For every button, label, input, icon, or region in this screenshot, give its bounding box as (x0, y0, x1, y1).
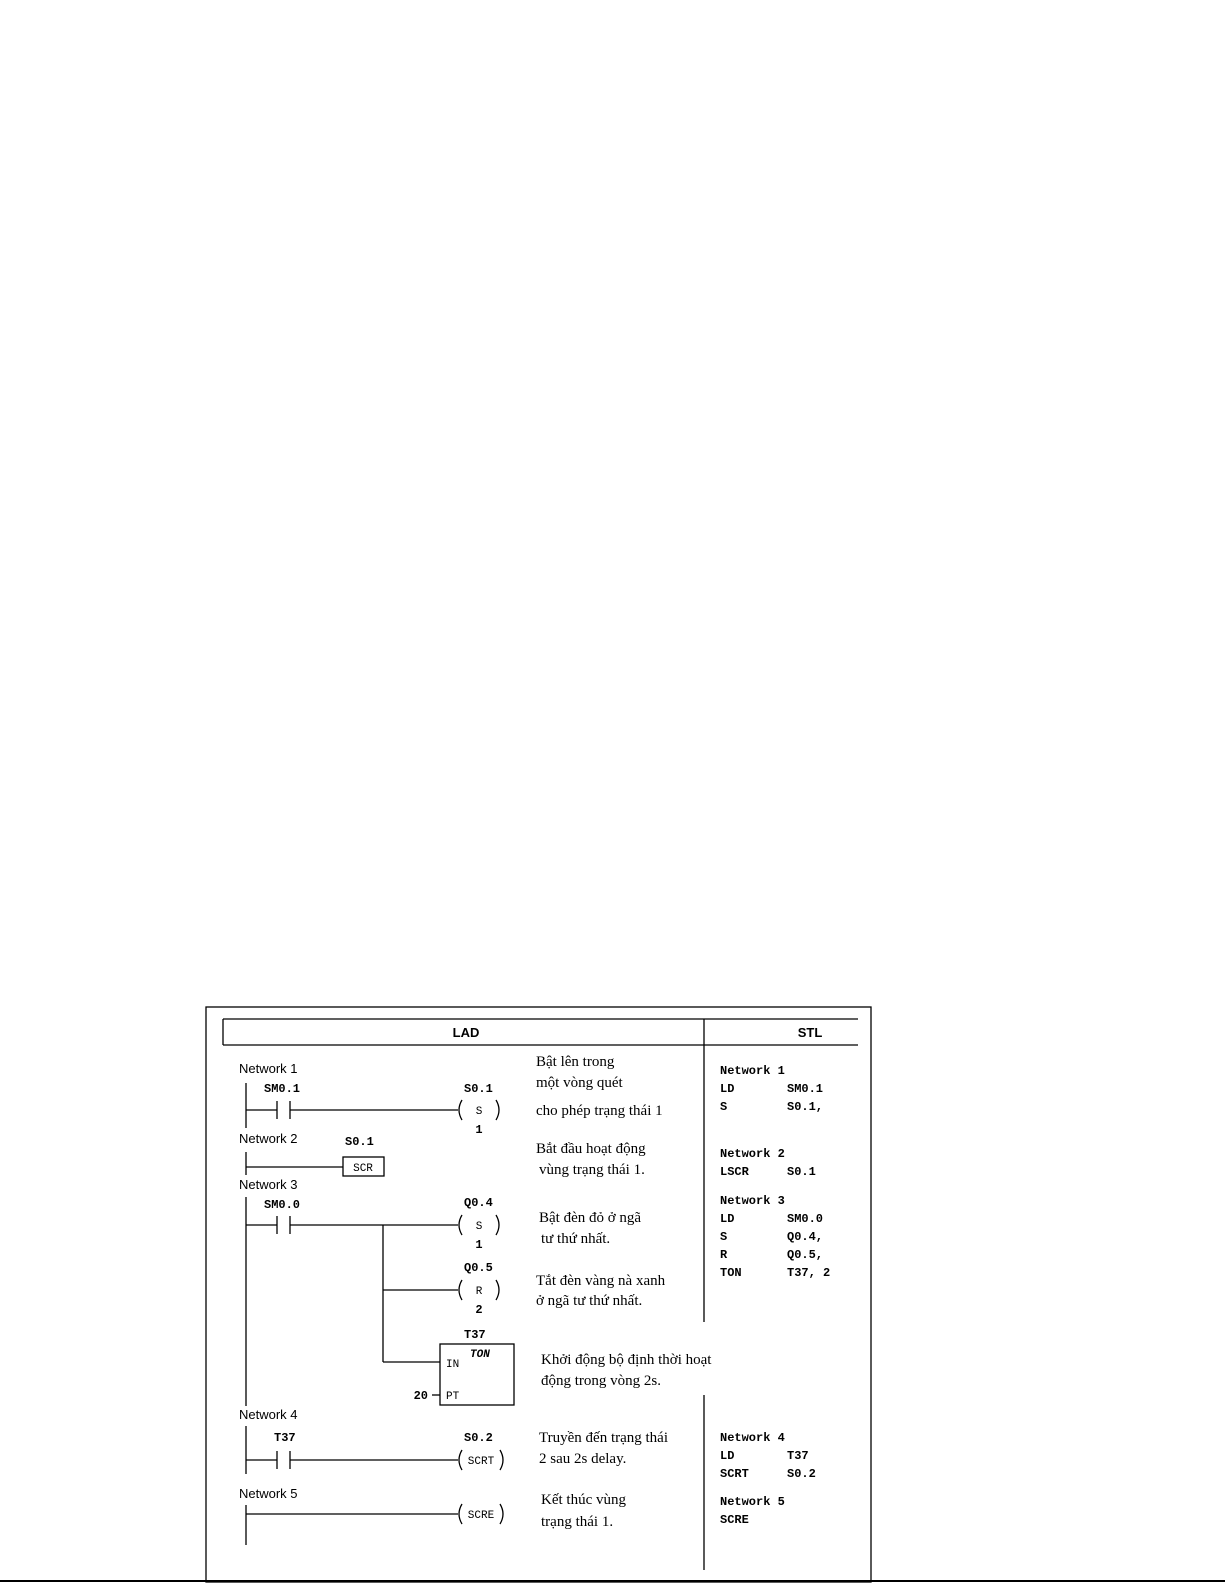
n4-coil-address: S0.2 (464, 1431, 493, 1445)
n3-coil2-count: 2 (475, 1303, 483, 1317)
n3-coil1-op: S (475, 1221, 483, 1233)
n3-stl-op-3: R (720, 1248, 728, 1262)
n1-contact (246, 1101, 458, 1119)
n4-stl-title: Network 4 (720, 1431, 785, 1445)
n3-timer-pt: PT (446, 1391, 460, 1403)
n3-coil2-op: R (475, 1286, 483, 1298)
n4-contact (246, 1451, 458, 1469)
n1-stl-title: Network 1 (720, 1064, 785, 1078)
lad-header: LAD (452, 1025, 480, 1040)
n1-coil-op: S (475, 1106, 483, 1118)
n1-stl-operand-1: SM0.1 (787, 1082, 824, 1096)
network-1-label: Network 1 (239, 1061, 298, 1076)
n4-coil-op: SCRT (467, 1456, 495, 1468)
n3-timer-type: TON (470, 1349, 490, 1361)
n3-coil2-address: Q0.5 (464, 1261, 493, 1275)
n1-stl-operand-2: S0.1, (787, 1100, 824, 1114)
n1-stl-op-2: S (720, 1100, 728, 1114)
n3-desc-line1: Bật đèn đỏ ở ngã (539, 1210, 642, 1226)
n1-coil-count: 1 (475, 1123, 483, 1137)
n2-desc-line2: vùng trạng thái 1. (539, 1162, 645, 1178)
n2-scr-label: SCR (353, 1163, 373, 1175)
n3-contact (246, 1216, 458, 1234)
n3-contact-address: SM0.0 (264, 1198, 301, 1212)
network-4-label: Network 4 (239, 1407, 298, 1422)
n3-desc2-line2: ở ngã tư thứ nhất. (536, 1293, 643, 1309)
n2-desc-line1: Bắt đầu hoạt động (536, 1141, 646, 1157)
page-bottom-rule (0, 1580, 1225, 1582)
n1-desc-line3: cho phép trạng thái 1 (536, 1103, 663, 1119)
n2-stl-operand-1: S0.1 (787, 1165, 816, 1179)
n2-stl-title: Network 2 (720, 1147, 785, 1161)
network-5-label: Network 5 (239, 1486, 298, 1501)
n3-timer-in: IN (446, 1359, 460, 1371)
network-3-label: Network 3 (239, 1177, 298, 1192)
n4-desc-line2: 2 sau 2s delay. (539, 1451, 627, 1467)
n1-desc-line1: Bật lên trong (536, 1054, 615, 1070)
n1-contact-address: SM0.1 (264, 1082, 301, 1096)
n1-stl-op-1: LD (720, 1082, 735, 1096)
stl-header: STL (797, 1025, 823, 1040)
n5-coil-op: SCRE (467, 1510, 495, 1522)
n5-stl-op-1: SCRE (720, 1513, 749, 1527)
n4-stl-op-2: SCRT (720, 1467, 749, 1481)
n5-desc-line2: trạng thái 1. (541, 1514, 614, 1530)
n4-contact-address: T37 (274, 1431, 296, 1445)
n5-stl-title: Network 5 (720, 1495, 785, 1509)
n3-desc2-line1: Tắt đèn vàng nà xanh (536, 1273, 666, 1289)
n3-stl-title: Network 3 (720, 1194, 785, 1208)
n3-stl-operand-2: Q0.4, (787, 1230, 824, 1244)
n3-desc-line2: tư thứ nhất. (541, 1231, 611, 1247)
n5-desc-line1: Kết thúc vùng (541, 1492, 626, 1508)
n3-stl-operand-1: SM0.0 (787, 1212, 824, 1226)
n1-coil-address: S0.1 (464, 1082, 493, 1096)
network-2-label: Network 2 (239, 1131, 298, 1146)
n3-stl-operand-4: T37, 2 (787, 1266, 831, 1280)
n3-stl-op-1: LD (720, 1212, 735, 1226)
n3-desc3-line1: Khởi động bộ định thời hoạt (541, 1352, 712, 1368)
n3-desc3-line2: động trong vòng 2s. (541, 1373, 661, 1389)
n4-stl-operand-1: T37 (787, 1449, 809, 1463)
n3-stl-op-4: TON (720, 1266, 742, 1280)
n2-stl-op-1: LSCR (720, 1165, 749, 1179)
n1-desc-line2: một vòng quét (536, 1075, 623, 1091)
n3-coil1-count: 1 (475, 1238, 483, 1252)
n3-timer-preset: 20 (413, 1389, 428, 1403)
n3-coil1-address: Q0.4 (464, 1196, 493, 1210)
n3-stl-operand-3: Q0.5, (787, 1248, 824, 1262)
n3-stl-op-2: S (720, 1230, 728, 1244)
n4-desc-line1: Truyền đến trạng thái (539, 1430, 669, 1446)
n4-stl-op-1: LD (720, 1449, 735, 1463)
n3-timer-address: T37 (464, 1328, 486, 1342)
n4-stl-operand-2: S0.2 (787, 1467, 816, 1481)
n2-box-address: S0.1 (345, 1135, 374, 1149)
